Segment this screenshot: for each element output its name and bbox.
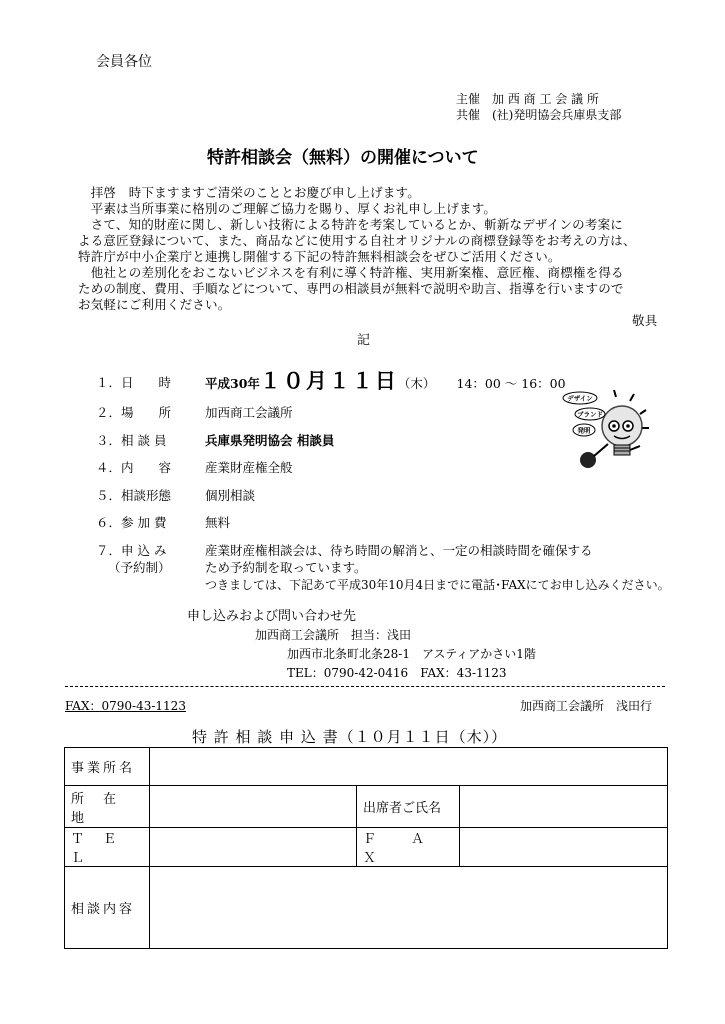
closing: 敬具 [632, 313, 658, 328]
fax-label: Ｆ Ａ Ｘ [357, 828, 460, 867]
cohost-line: 共催 (社)発明協会兵庫県支部 [456, 108, 622, 122]
recipient: 加西商工会議所 浅田行 [520, 699, 653, 713]
tel-label: Ｔ Ｅ Ｌ [65, 828, 150, 867]
consult-field[interactable] [150, 867, 668, 949]
ki-marker: 記 [357, 333, 371, 348]
fee-value: 無料 [205, 515, 231, 530]
fax-to: FAX：0790-43-1123 [65, 699, 186, 713]
host-line: 主催 加 西 商 工 会 議 所 [456, 92, 599, 106]
apply-label: ７．申 込 み [96, 543, 167, 558]
tel-field[interactable] [150, 828, 357, 867]
form-title: 特 許 相 談 申 込 書（１０月１１日（木）） [192, 728, 508, 746]
addressee: 会員各位 [96, 54, 152, 70]
contact-tel: TEL：0790-42-0416 FAX：43-1123 [287, 666, 507, 680]
date-time: 14：00 〜 16：00 [456, 376, 566, 391]
apply-line: ため予約制を取っています。 [205, 560, 367, 575]
body-line: お気軽にご利用ください。 [78, 297, 231, 312]
content-value: 産業財産権全般 [205, 460, 293, 475]
format-label: ５．相談形態 [96, 488, 172, 503]
bubble-text: 発明 [577, 426, 591, 435]
format-value: 個別相談 [205, 488, 256, 503]
counselor-value: 兵庫県発明協会 相談員 [205, 433, 335, 448]
fax-field[interactable] [460, 828, 668, 867]
body-line: 他社との差別化をおこないビジネスを有利に導く特許権、実用新案権、意匠権、商標権を得る [78, 265, 624, 280]
content-label: ４．内 容 [96, 460, 172, 475]
apply-sub: （予約制） [108, 560, 171, 575]
attendee-field[interactable] [460, 786, 668, 828]
place-value: 加西商工会議所 [205, 405, 293, 420]
apply-line: 産業財産権相談会は、待ち時間の解消と、一定の相談時間を確保する [205, 543, 593, 558]
contact-org: 加西商工会議所 担当：浅田 [255, 628, 412, 642]
contact-heading: 申し込みおよび問い合わせ先 [187, 609, 357, 624]
body-line: ための制度、費用、手順などについて、専門の相談員が無料で説明や助言、指導を行いますので [78, 281, 624, 296]
fee-label: ６．参 加 費 [96, 515, 167, 530]
page-title: 特許相談会（無料）の開催について [207, 148, 479, 168]
body-line: 平素は当所事業に格別のご理解ご協力を賜り、厚くお礼申し上げます。 [78, 201, 497, 216]
body-line: さて、知的財産に関し、新しい技術による特許を考案しているとか、斬新なデザインの考案に [78, 217, 623, 232]
counselor-label: ３．相 談 員 [96, 433, 167, 448]
business-name-label: 事業所名 [65, 748, 150, 786]
body-line: よる意匠登録について、また、商品などに使用する自社オリジナルの商標登録等をお考えの方は、 [78, 233, 636, 248]
date-label: １．日 時 [96, 375, 172, 390]
date-value [205, 365, 566, 395]
place-label: ２．場 所 [96, 405, 172, 420]
body-line: 拝啓 時下ますますご清栄のこととお慶び申し上げます。 [78, 185, 420, 200]
date-main: １０月１１日 [259, 368, 398, 393]
apply-line: つきましては、下記あて平成30年10月4日までに電話･FAXにてお申し込みください。 [205, 578, 670, 592]
contact-address: 加西市北条町北条28-1 アスティアかさい1階 [287, 647, 536, 661]
cut-line [65, 686, 665, 687]
application-form-table [64, 747, 668, 949]
date-era: 平成30年 [205, 376, 260, 391]
consult-label: 相談内容 [65, 867, 150, 949]
body-line: 特許庁が中小企業庁と連携し開催する下記の特許無料相談会をぜひご活用ください。 [78, 249, 561, 264]
bubble-text: ブランド [577, 410, 603, 419]
attendee-label: 出席者ご氏名 [357, 786, 460, 828]
bubble-text: デザイン [567, 394, 593, 403]
lightbulb-mascot-illustration [556, 384, 656, 474]
location-field[interactable] [150, 786, 357, 828]
date-dow: （木） [397, 376, 436, 391]
business-name-field[interactable] [150, 748, 668, 786]
location-label: 所 在 地 [65, 786, 150, 828]
